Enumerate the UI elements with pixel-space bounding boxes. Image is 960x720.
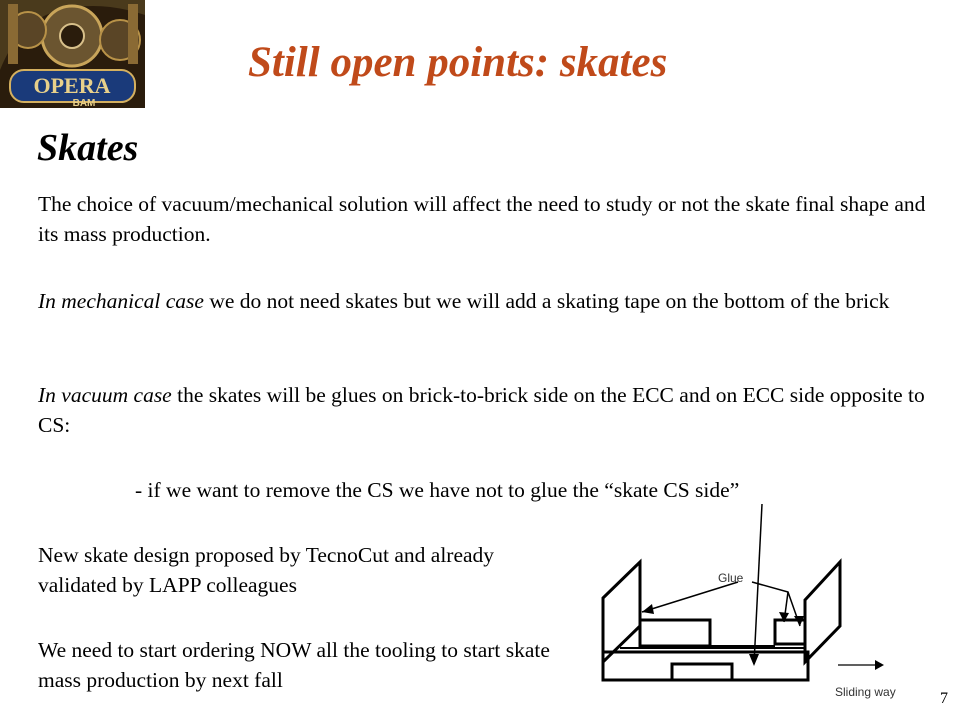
right-wall bbox=[805, 562, 840, 662]
paragraph-ordering: We need to start ordering NOW all the tooling to start skate mass production by next fall bbox=[38, 638, 550, 692]
paragraph-mechanical-case bbox=[38, 286, 928, 316]
logo-text: OPERA bbox=[33, 73, 111, 98]
page-number: 7 bbox=[940, 690, 948, 707]
paragraph-new-design: New skate design proposed by TecnoCut and already validated by LAPP colleagues bbox=[38, 543, 495, 597]
opera-logo bbox=[0, 0, 145, 108]
left-skate-block bbox=[640, 620, 710, 646]
skate-diagram bbox=[590, 500, 930, 700]
glue-label: Glue bbox=[718, 571, 744, 585]
vacuum-case-label: In vacuum case bbox=[38, 383, 172, 407]
paragraph-vacuum-case bbox=[38, 380, 928, 440]
logo-subtext: BAM bbox=[72, 98, 96, 108]
paragraph-vacuum-choice: The choice of vacuum/mechanical solution will affect the need to study or not the skate final shape and its mass production. bbox=[38, 192, 926, 246]
mechanical-case-label: In mechanical case bbox=[38, 289, 204, 313]
vacuum-case-text: the skates will be glues on brick-to-brick side on the ECC and on ECC side opposite to CS: bbox=[38, 383, 925, 437]
sliding-way-label: Sliding way bbox=[835, 685, 896, 699]
base-notch bbox=[672, 664, 732, 680]
section-heading: Skates bbox=[37, 127, 139, 169]
paragraph-cs-note: - if we want to remove the CS we have not to glue the “skate CS side” bbox=[135, 478, 740, 502]
mechanical-case-text: we do not need skates but we will add a skating tape on the bottom of the brick bbox=[203, 289, 890, 313]
slide-title: Still open points: skates bbox=[248, 39, 668, 86]
